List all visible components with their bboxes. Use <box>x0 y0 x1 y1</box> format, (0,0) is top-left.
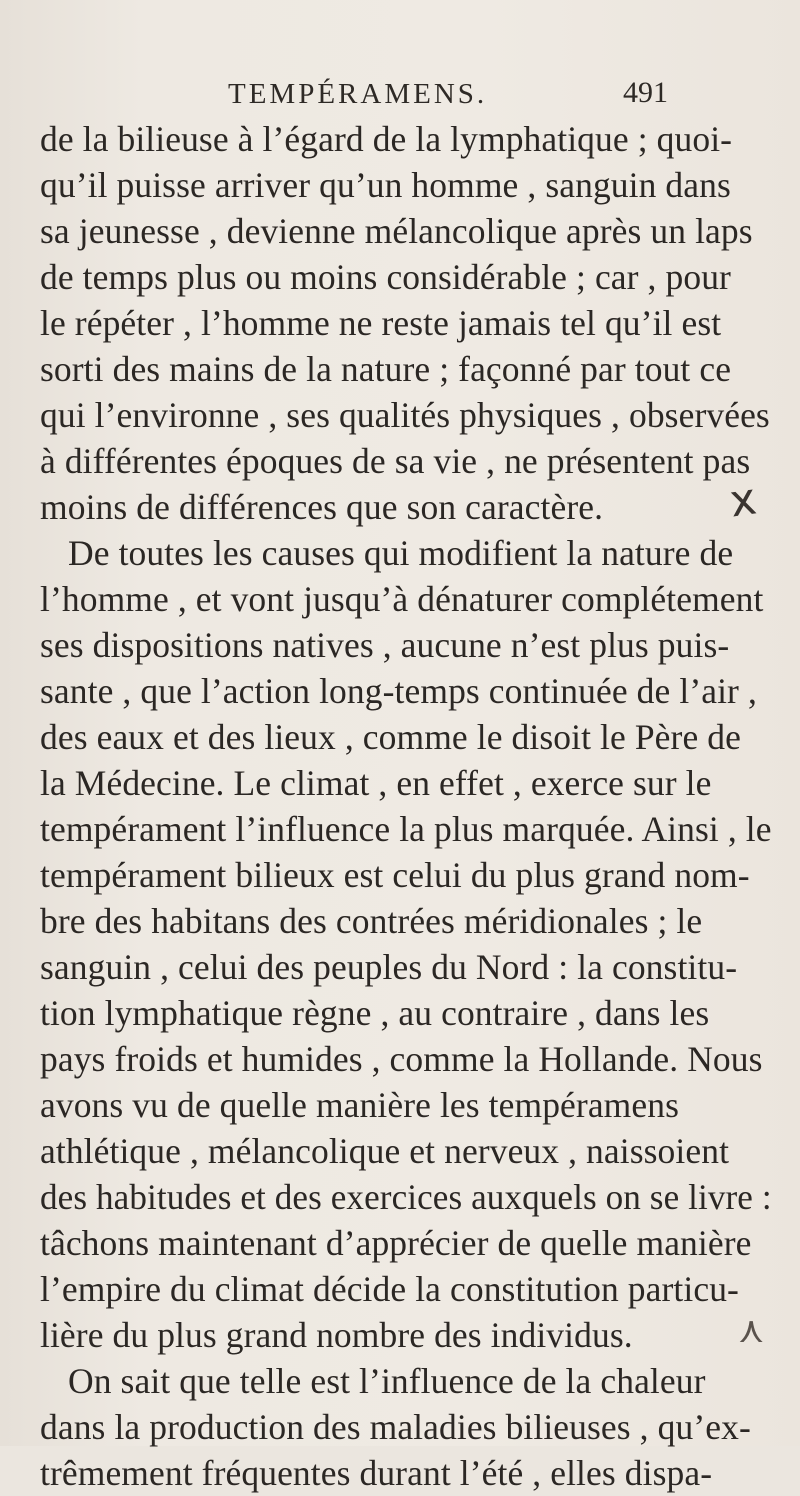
page-number: 491 <box>623 76 668 109</box>
margin-annotation-x: x <box>726 473 760 528</box>
text-line-23: athlétique , mélancolique et nerveux , naissoient <box>40 1131 730 1171</box>
text-line-9: moins de différences que son caractère. <box>40 487 604 527</box>
text-line-26: l’empire du climat décide la constitution particu- <box>40 1269 739 1309</box>
page-header <box>228 78 668 118</box>
text-line-4: de temps plus ou moins considérable ; car , pour <box>40 257 731 297</box>
text-line-7: qui l’environne , ses qualités physiques , observées <box>40 395 770 435</box>
text-line-27: lière du plus grand nombre des individus. <box>40 1315 633 1355</box>
running-title: TEMPÉRAMENS. <box>228 78 488 110</box>
text-line-16: tempérament l’influence la plus marquée. Ainsi , le <box>40 809 772 849</box>
text-line-28: On sait que telle est l’influence de la chaleur <box>68 1361 706 1401</box>
text-line-24: des habitudes et des exercices auxquels on se livre : <box>40 1177 772 1217</box>
text-line-14: des eaux et des lieux , comme le disoit le Père de <box>40 717 741 757</box>
text-line-25: tâchons maintenant d’apprécier de quelle manière <box>40 1223 752 1263</box>
text-line-11: l’homme , et vont jusqu’à dénaturer complétement <box>40 579 764 619</box>
text-line-1: de la bilieuse à l’égard de la lymphatique ; quoi- <box>40 119 733 159</box>
text-line-15: la Médecine. Le climat , en effet , exerce sur le <box>40 763 712 803</box>
margin-annotation-mark: ⋏ <box>738 1310 765 1351</box>
text-line-8: à différentes époques de sa vie , ne présentent pas <box>40 441 751 481</box>
text-line-3: sa jeunesse , devienne mélancolique après un laps <box>40 211 753 251</box>
text-line-22: avons vu de quelle manière les tempéramens <box>40 1085 680 1125</box>
text-line-6: sorti des mains de la nature ; façonné par tout ce <box>40 349 732 389</box>
text-line-19: sanguin , celui des peuples du Nord : la constitu- <box>40 947 738 987</box>
text-line-17: tempérament bilieux est celui du plus grand nom- <box>40 855 750 895</box>
text-line-10: De toutes les causes qui modifient la nature de <box>68 533 734 573</box>
text-line-21: pays froids et humides , comme la Hollande. Nous <box>40 1039 763 1079</box>
text-line-18: bre des habitans des contrées méridionales ; le <box>40 901 703 941</box>
text-line-2: qu’il puisse arriver qu’un homme , sanguin dans <box>40 165 731 205</box>
text-line-5: le répéter , l’homme ne reste jamais tel qu’il est <box>40 303 722 343</box>
text-line-12: ses dispositions natives , aucune n’est plus puis- <box>40 625 730 665</box>
text-line-29: dans la production des maladies bilieuses , qu’ex- <box>40 1407 751 1447</box>
text-line-13: sante , que l’action long-temps continuée de l’air , <box>40 671 757 711</box>
text-line-30: trêmement fréquentes durant l’été , elles dispa- <box>40 1453 713 1493</box>
text-line-20: tion lymphatique règne , au contraire , dans les <box>40 993 710 1033</box>
